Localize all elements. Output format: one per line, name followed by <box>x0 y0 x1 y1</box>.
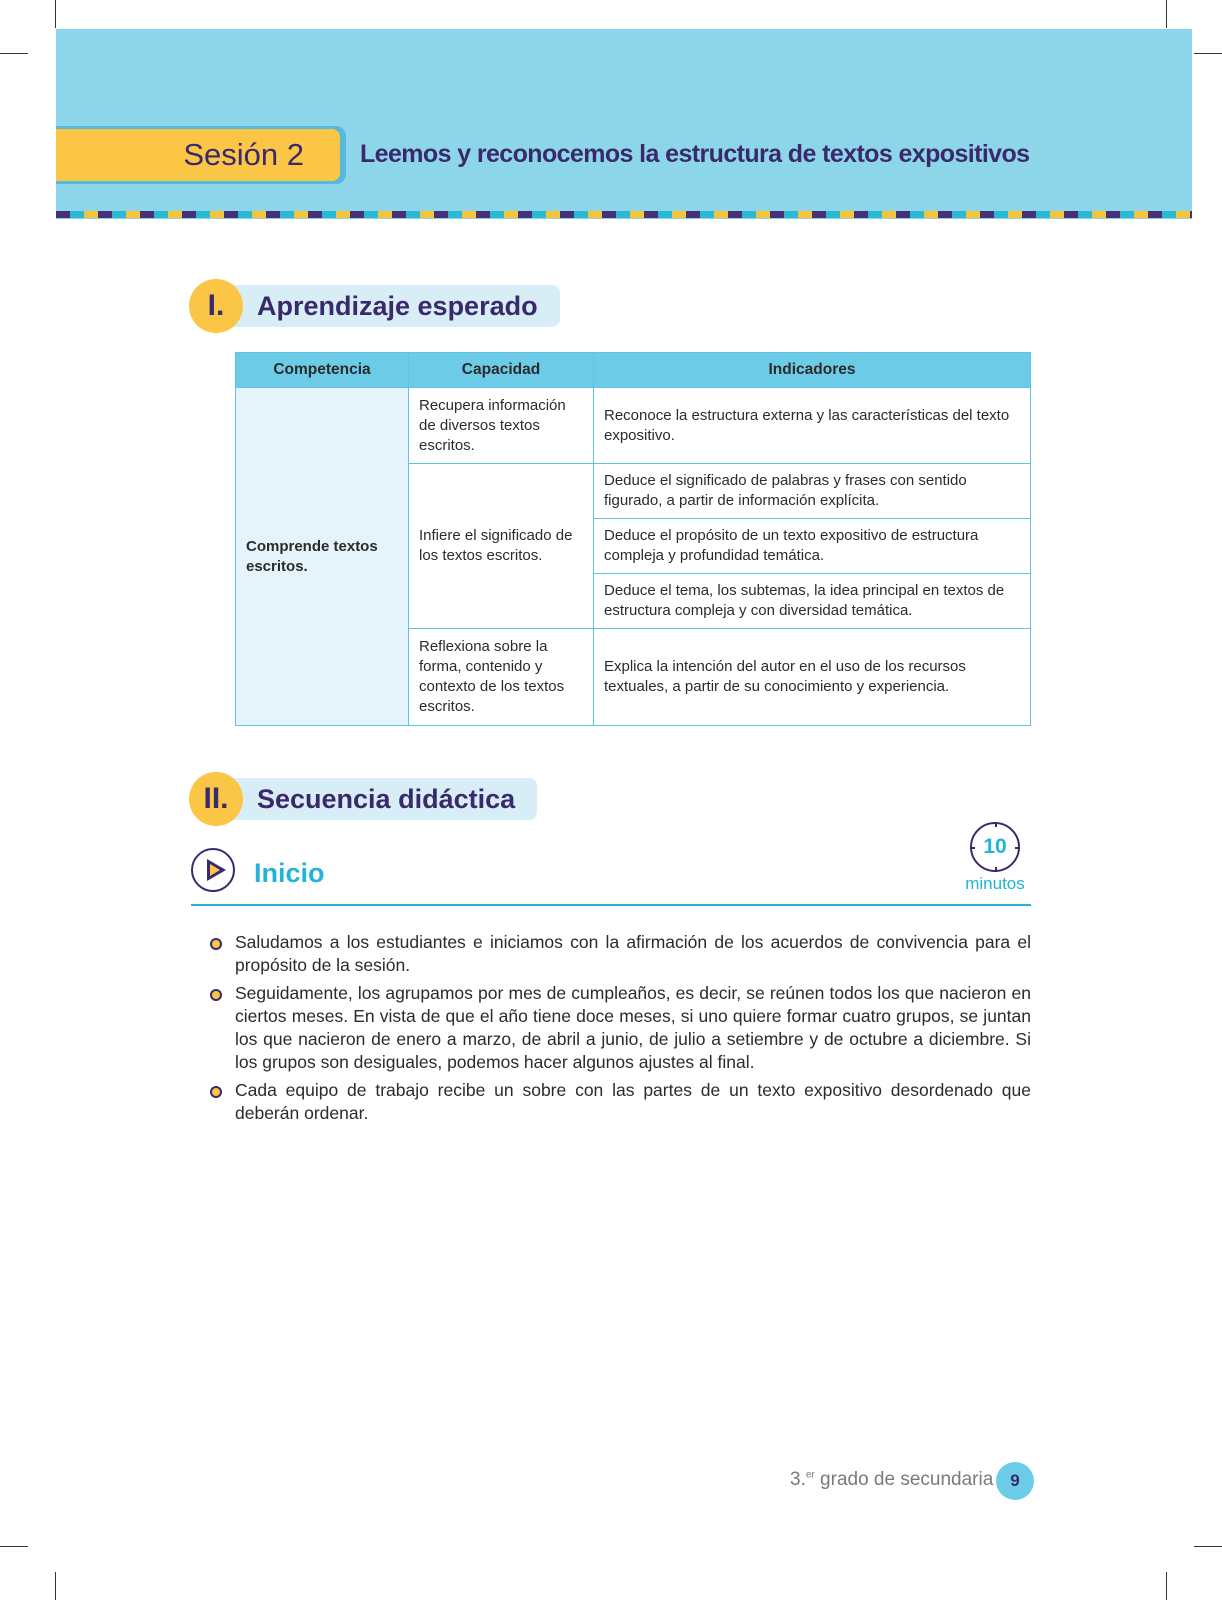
section-title: Secuencia didáctica <box>233 778 537 820</box>
competencia-cell: Comprende textos escritos. <box>236 388 409 726</box>
crop-mark <box>55 0 56 28</box>
page-number: 9 <box>996 1462 1034 1500</box>
clock-icon <box>970 822 1020 872</box>
session-title: Leemos y reconocemos la estructura de textos expositivos <box>360 140 1030 168</box>
crop-mark <box>55 1572 56 1600</box>
list-item <box>210 1079 1031 1125</box>
header-capacidad: Capacidad <box>409 353 594 388</box>
list-item-text: Seguidamente, los agrupamos por mes de cumpleaños, es decir, se reúnen todos los que nacieron en ciertos meses. En vista de que el año tiene doce meses, si uno quiere formar cuatro grupos, se juntan los que nacieron de enero a marzo, de abril a junio, de julio a setiembre y de octubre a diciembre. Si los grupos son desiguales, podemos hacer algunos ajustes al final. <box>235 983 1031 1072</box>
grade-sup: er <box>805 1469 815 1481</box>
indicador-cell: Deduce el significado de palabras y frases con sentido figurado, a partir de información explícita. <box>594 464 1031 519</box>
header-dashed-strip <box>56 211 1192 218</box>
indicador-cell: Explica la intención del autor en el uso de los recursos textuales, a partir de su conocimiento y experiencia. <box>594 629 1031 726</box>
footer-grade <box>790 1469 993 1491</box>
play-icon <box>191 848 235 892</box>
table-header-row <box>236 353 1031 388</box>
list-item-text: Saludamos a los estudiantes e iniciamos con la afirmación de los acuerdos de convivencia para el propósito de la sesión. <box>235 932 1031 975</box>
grade-text: grado de secundaria <box>814 1469 994 1490</box>
list-item-text: Cada equipo de trabajo recibe un sobre con las partes de un texto expositivo desordenado que deberán ordenar. <box>235 1080 1031 1123</box>
header-indicadores: Indicadores <box>594 353 1031 388</box>
inicio-bullet-list <box>210 931 1031 1130</box>
inicio-divider <box>191 904 1031 906</box>
crop-mark <box>0 53 28 54</box>
time-value: 10 <box>983 835 1007 858</box>
inicio-label: Inicio <box>254 858 325 888</box>
indicador-cell: Deduce el propósito de un texto expositivo de estructura compleja y profundidad temática. <box>594 519 1031 574</box>
competencias-table <box>235 352 1031 726</box>
list-item <box>210 982 1031 1074</box>
crop-mark <box>1166 1572 1167 1600</box>
indicador-cell: Deduce el tema, los subtemas, la idea principal en textos de estructura compleja y con diversidad temática. <box>594 574 1031 629</box>
section-numeral: II. <box>189 772 243 826</box>
capacidad-cell: Reflexiona sobre la forma, contenido y contexto de los textos escritos. <box>409 629 594 726</box>
bullet-icon <box>210 989 222 1001</box>
indicador-cell: Reconoce la estructura externa y las características del texto expositivo. <box>594 388 1031 464</box>
header-band <box>56 29 1192 219</box>
header-competencia: Competencia <box>236 353 409 388</box>
crop-mark <box>1194 53 1222 54</box>
time-unit: minutos <box>965 874 1025 893</box>
bullet-icon <box>210 938 222 950</box>
section-numeral: I. <box>189 279 243 333</box>
table-row <box>236 388 1031 464</box>
bullet-icon <box>210 1086 222 1098</box>
crop-mark <box>1166 0 1167 28</box>
grade-number: 3. <box>790 1469 806 1490</box>
section-title: Aprendizaje esperado <box>233 285 560 327</box>
capacidad-cell: Recupera información de diversos textos escritos. <box>409 388 594 464</box>
capacidad-cell: Infiere el significado de los textos escritos. <box>409 464 594 629</box>
session-label: Sesión 2 <box>56 129 340 181</box>
list-item <box>210 931 1031 977</box>
crop-mark <box>0 1546 28 1547</box>
crop-mark <box>1194 1546 1222 1547</box>
